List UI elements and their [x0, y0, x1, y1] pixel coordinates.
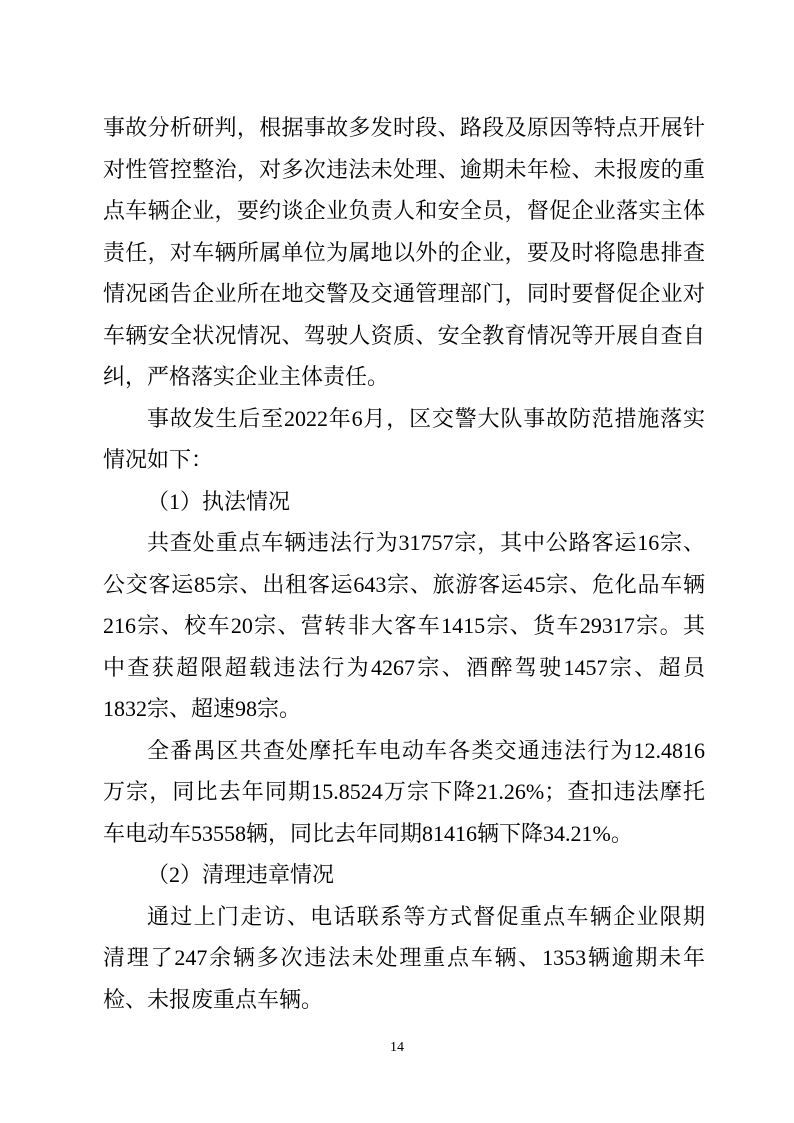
- subsection-heading: （2）清理违章情况: [147, 862, 335, 887]
- page-number: 14: [390, 1040, 404, 1055]
- text-line: 责任，对车辆所属单位为属地以外的企业，要及时将隐患排查: [103, 239, 705, 265]
- text-line: 216宗、校车20宗、营转非大客车1415宗、货车29317宗。其: [103, 613, 705, 638]
- text-line: 纠，严格落实企业主体责任。: [103, 364, 390, 389]
- text-line: 情况函告企业所在地交警及交通管理部门，同时要督促企业对: [103, 281, 705, 306]
- text-line: 车电动车53558辆，同比去年同期81416辆下降34.21%。: [103, 820, 633, 846]
- text-line: 事故发生后至2022年6月，区交警大队事故防范措施落实: [147, 405, 705, 431]
- text-line: 对性管控整治，对多次违法未处理、逾期未年检、未报废的重: [103, 156, 705, 182]
- text-line: 清理了247余辆多次违法未处理重点车辆、1353辆逾期未年: [103, 945, 705, 970]
- text-line: 情况如下：: [103, 447, 214, 472]
- text-line: 点车辆企业，要约谈企业负责人和安全员，督促企业落实主体: [103, 198, 705, 223]
- subsection-heading: （1）执法情况: [147, 488, 291, 514]
- text-line: 共查处重点车辆违法行为31757宗，其中公路客运16宗、: [147, 530, 705, 555]
- text-line: 事故分析研判，根据事故多发时段、路段及原因等特点开展针: [103, 115, 705, 140]
- text-line: 1832宗、超速98宗。: [103, 696, 302, 721]
- text-line: 全番禺区共查处摩托车电动车各类交通违法行为12.4816: [147, 737, 705, 763]
- text-line: 通过上门走访、电话联系等方式督促重点车辆企业限期: [147, 903, 705, 929]
- text-line: 车辆安全状况情况、驾驶人资质、安全教育情况等开展自查自: [103, 322, 705, 348]
- document-body-text: [103, 107, 705, 1020]
- text-line: 万宗，同比去年同期15.8524万宗下降21.26%；查扣违法摩托: [103, 779, 705, 804]
- text-line: 中查获超限超载违法行为4267宗、酒醉驾驶1457宗、超员: [103, 654, 705, 680]
- text-line: 检、未报废重点车辆。: [103, 986, 324, 1012]
- text-line: 公交客运85宗、出租客运643宗、旅游客运45宗、危化品车辆: [103, 571, 705, 597]
